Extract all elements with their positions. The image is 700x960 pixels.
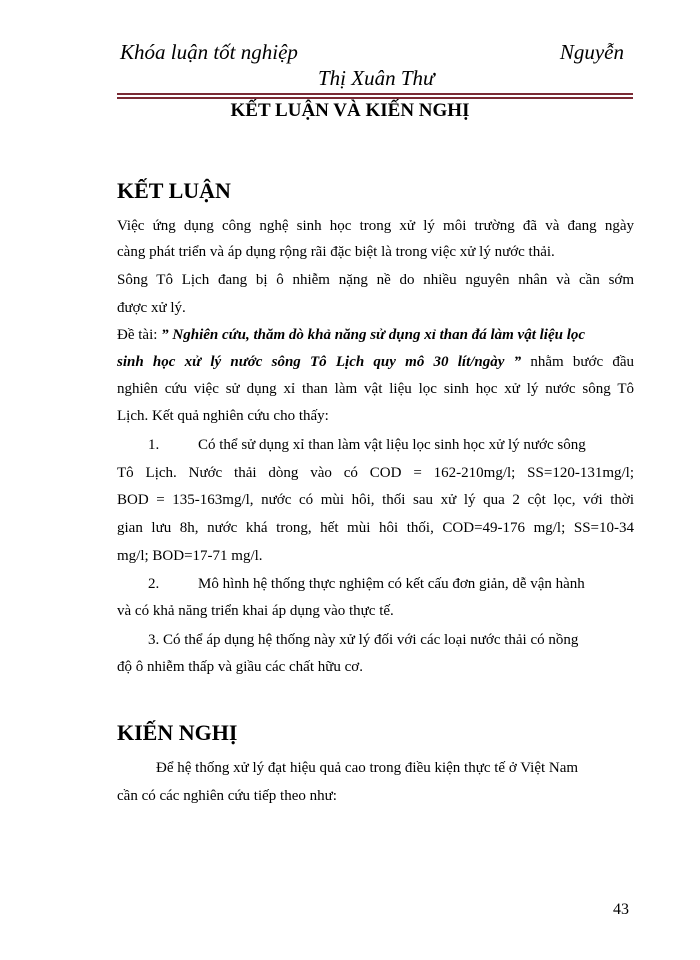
list-item-2: [148, 576, 585, 593]
paragraph-line: Sông Tô Lịch đang bị ô nhiễm nặng nề do nhiều nguyên nhân và cần sớm: [117, 272, 634, 288]
list-item-1: [148, 437, 586, 454]
topic-line: [117, 327, 585, 344]
list-item-text: Mô hình hệ thống thực nghiệm có kết cấu đơn giản, dễ vận hành: [198, 576, 585, 592]
list-item-line: gian lưu 8h, nước khá trong, hết mùi hôi thối, COD=49-176 mg/l; SS=10-34: [117, 520, 634, 536]
header-rule-top: [117, 93, 633, 95]
header-author-name: Thị Xuân Thư: [318, 66, 435, 90]
paragraph-line: càng phát triển và áp dụng rộng rãi đặc biệt là trong việc xử lý nước thải.: [117, 244, 555, 260]
list-item-number: 1.: [148, 437, 160, 453]
header-rule-bottom: [117, 97, 633, 99]
paragraph-line: được xử lý.: [117, 300, 186, 316]
list-item-text: Có thể sử dụng xỉ than làm vật liệu lọc sinh học xử lý nước sông: [198, 437, 586, 453]
list-item-line: độ ô nhiễm thấp và giầu các chất hữu cơ.: [117, 659, 363, 675]
topic-line: [117, 354, 634, 371]
list-item-line: mg/l; BOD=17-71 mg/l.: [117, 548, 263, 564]
topic-prefix: Đề tài:: [117, 327, 162, 343]
paragraph-line: Việc ứng dụng công nghệ sinh học trong xử lý môi trường đã và đang ngày: [117, 218, 634, 234]
paragraph-line: Lịch. Kết quả nghiên cứu cho thấy:: [117, 408, 329, 424]
header-author-surname: Nguyễn: [559, 40, 624, 64]
list-item-number: 2.: [148, 576, 160, 592]
page-title: KẾT LUẬN VÀ KIẾN NGHỊ: [230, 100, 470, 121]
topic-title-part2: sinh học xử lý nước sông Tô Lịch quy mô 30 lít/ngày ”: [117, 354, 522, 370]
header-thesis-label: Khóa luận tốt nghiệp: [120, 40, 298, 64]
paragraph-line: cần có các nghiên cứu tiếp theo như:: [117, 788, 337, 804]
topic-suffix: nhằm bước đầu: [521, 354, 634, 370]
list-item-line: BOD = 135-163mg/l, nước có mùi hôi, thối sau xử lý qua 2 cột lọc, với thời: [117, 492, 634, 508]
section-heading-conclusion: KẾT LUẬN: [117, 178, 231, 203]
section-heading-recommendation: KIẾN NGHỊ: [117, 720, 238, 745]
list-item-3: 3. Có thể áp dụng hệ thống này xử lý đối với các loại nước thải có nồng: [148, 632, 579, 648]
topic-title-part1: ” Nghiên cứu, thăm dò khả năng sử dụng xỉ than đá làm vật liệu lọc: [161, 327, 586, 343]
paragraph-line: nghiên cứu việc sử dụng xỉ than làm vật liệu lọc sinh học xử lý nước sông Tô: [117, 381, 634, 397]
page-number: 43: [613, 901, 629, 918]
paragraph-line: Để hệ thống xử lý đạt hiệu quả cao trong điều kiện thực tế ở Việt Nam: [156, 760, 579, 776]
list-item-line: và có khả năng triển khai áp dụng vào thực tế.: [117, 603, 394, 619]
list-item-line: Tô Lịch. Nước thải dòng vào có COD = 162-210mg/l; SS=120-131mg/l;: [117, 465, 634, 481]
